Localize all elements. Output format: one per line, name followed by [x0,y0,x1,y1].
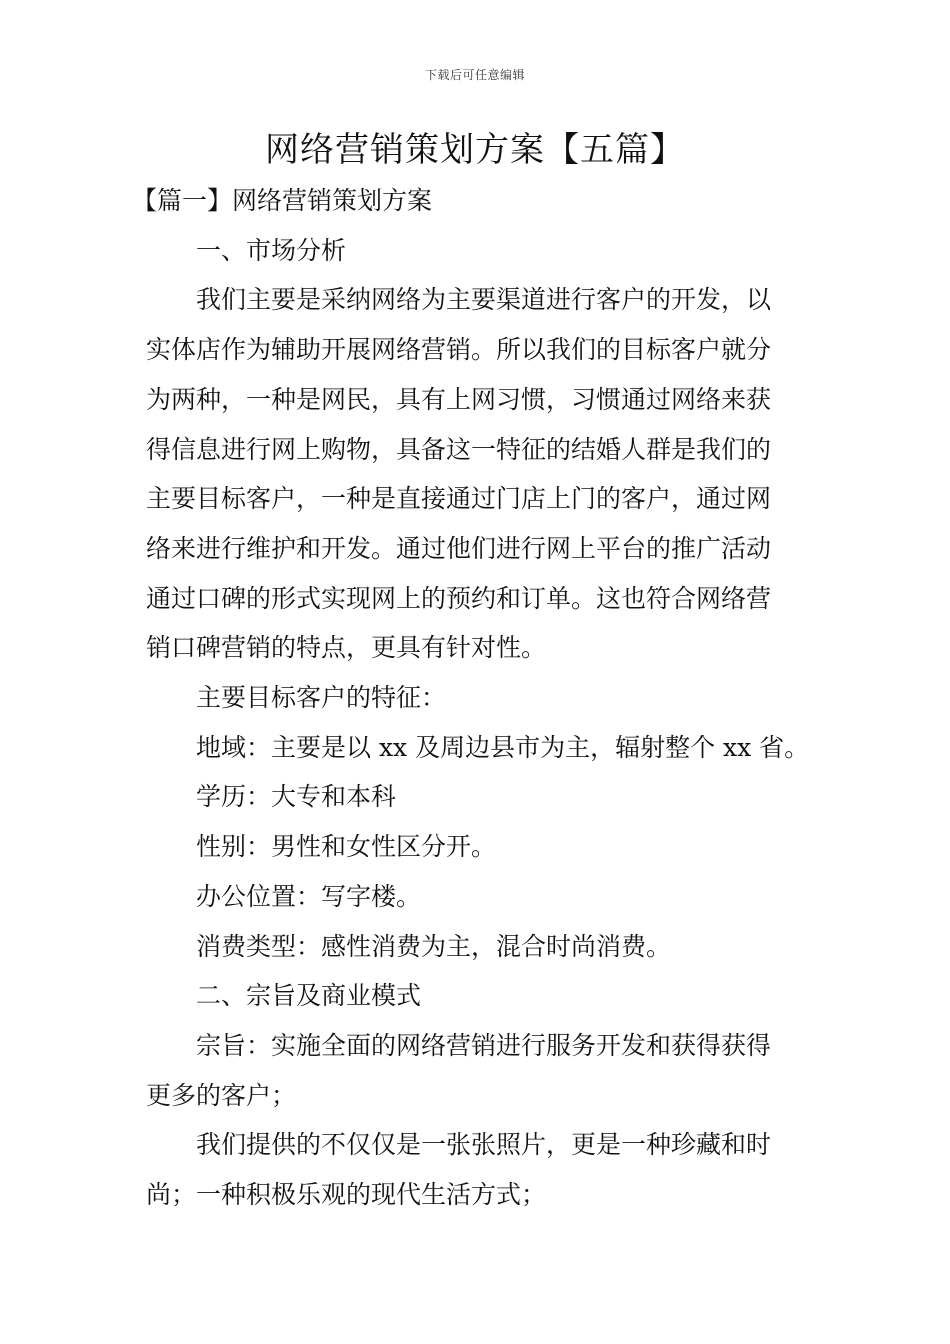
header-note: 下载后可任意编辑 [424,68,525,82]
features-heading: 主要目标客户的特征： [196,683,447,713]
feature-education: 学历：大专和本科 [196,782,397,812]
paragraph-line: 销口碑营销的特点，更具有针对性。 [146,633,547,663]
heading-purpose-business-model: 二、宗旨及商业模式 [196,981,422,1011]
paragraph-line: 为两种，一种是网民，具有上网习惯，习惯通过网络来获 [146,384,772,414]
feature-region: 地域：主要是以 xx 及周边县市为主，辐射整个 xx 省。 [196,732,810,762]
feature-consumption: 消费类型：感性消费为主，混合时尚消费。 [196,931,672,961]
paragraph-line: 宗旨：实施全面的网络营销进行服务开发和获得获得 [196,1030,772,1060]
feature-gender: 性别：男性和女性区分开。 [196,832,497,862]
paragraph-line: 主要目标客户，一种是直接通过门店上门的客户，通过网 [146,484,772,514]
paragraph-market-analysis [146,275,806,673]
feature-office: 办公位置：写字楼。 [196,881,422,911]
paragraph-line: 我们提供的不仅仅是一张张照片，更是一种珍藏和时 [196,1130,772,1160]
paragraph-line: 尚；一种积极乐观的现代生活方式； [146,1180,547,1210]
paragraph-line: 我们主要是采纳网络为主要渠道进行客户的开发，以 [196,285,772,315]
paragraph-line: 络来进行维护和开发。通过他们进行网上平台的推广活动 [146,533,772,563]
paragraph-purpose [146,1021,806,1120]
paragraph-line: 通过口碑的形式实现网上的预约和订单。这也符合网络营 [146,583,772,613]
heading-market-analysis: 一、市场分析 [196,235,347,265]
paragraph-line: 更多的客户； [146,1080,297,1110]
paragraph-line: 得信息进行网上购物，具备这一特征的结婚人群是我们的 [146,434,772,464]
paragraph-line: 实体店作为辅助开展网络营销。所以我们的目标客户就分 [146,335,772,365]
document-title: 网络营销策划方案【五篇】 [265,130,685,170]
document-body [132,176,810,1220]
section-heading: 【篇一】网络营销策划方案 [132,186,433,215]
paragraph-offering [146,1120,806,1219]
